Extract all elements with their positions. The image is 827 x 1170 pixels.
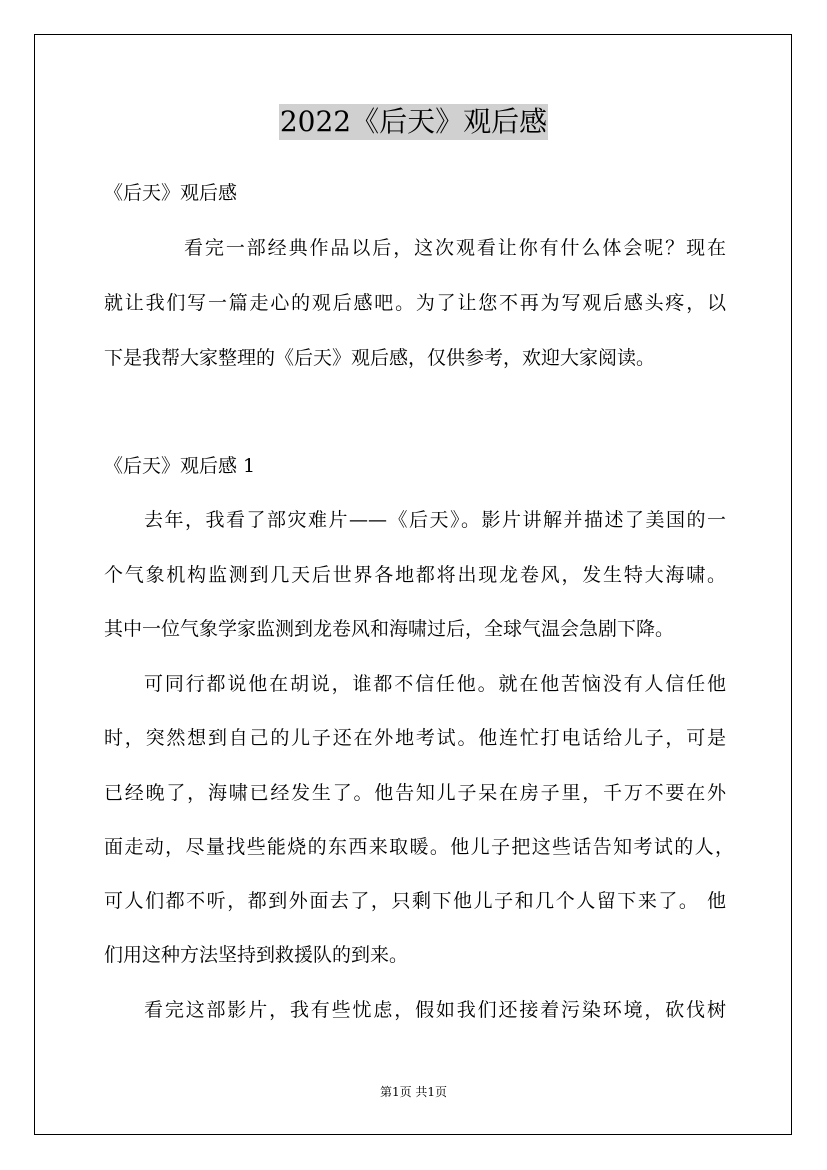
paragraph-line: 个气象机构监测到几天后世界各地都将出现龙卷风，发生特大海啸。 (104, 564, 726, 586)
paragraph-line: 其中一位气象学家监测到龙卷风和海啸过后，全球气温会急剧下降。 (104, 618, 675, 640)
paragraph-line: 下是我帮大家整理的《后天》观后感，仅供参考，欢迎大家阅读。 (104, 347, 656, 369)
section-heading: 《后天》观后感 (104, 182, 238, 204)
paragraph-line: 们用这种方法坚持到救援队的到来。 (104, 944, 409, 966)
title-container (0, 104, 827, 140)
paragraph-line: 看完这部影片，我有些忧虑，假如我们还接着污染环境，砍伐树 (144, 999, 726, 1021)
paragraph-line: 可人们都不听，都到外面去了，只剩下他儿子和几个人留下来了。 他 (104, 890, 726, 912)
document-title: 2022《后天》观后感 (279, 105, 548, 138)
paragraph-line: 可同行都说他在胡说，谁都不信任他。就在他苦恼没有人信任他 (144, 673, 726, 695)
paragraph-line: 去年，我看了部灾难片——《后天》。影片讲解并描述了美国的一 (144, 509, 726, 531)
paragraph-line: 面走动，尽量找些能烧的东西来取暖。他儿子把这些话告知考试的人， (104, 836, 734, 858)
section-heading: 《后天》观后感 1 (104, 455, 256, 477)
paragraph-line: 时，突然想到自己的儿子还在外地考试。他连忙打电话给儿子，可是 (104, 727, 726, 749)
paragraph-line: 已经晚了，海啸已经发生了。他告知儿子呆在房子里，千万不要在外 (104, 782, 726, 804)
paragraph-line: 就让我们写一篇走心的观后感吧。为了让您不再为写观后感头疼，以 (104, 292, 726, 314)
page-footer: 第1页 共1页 (379, 1085, 448, 1099)
paragraph-line: 看完一部经典作品以后，这次观看让你有什么体会呢？现在 (184, 237, 726, 259)
